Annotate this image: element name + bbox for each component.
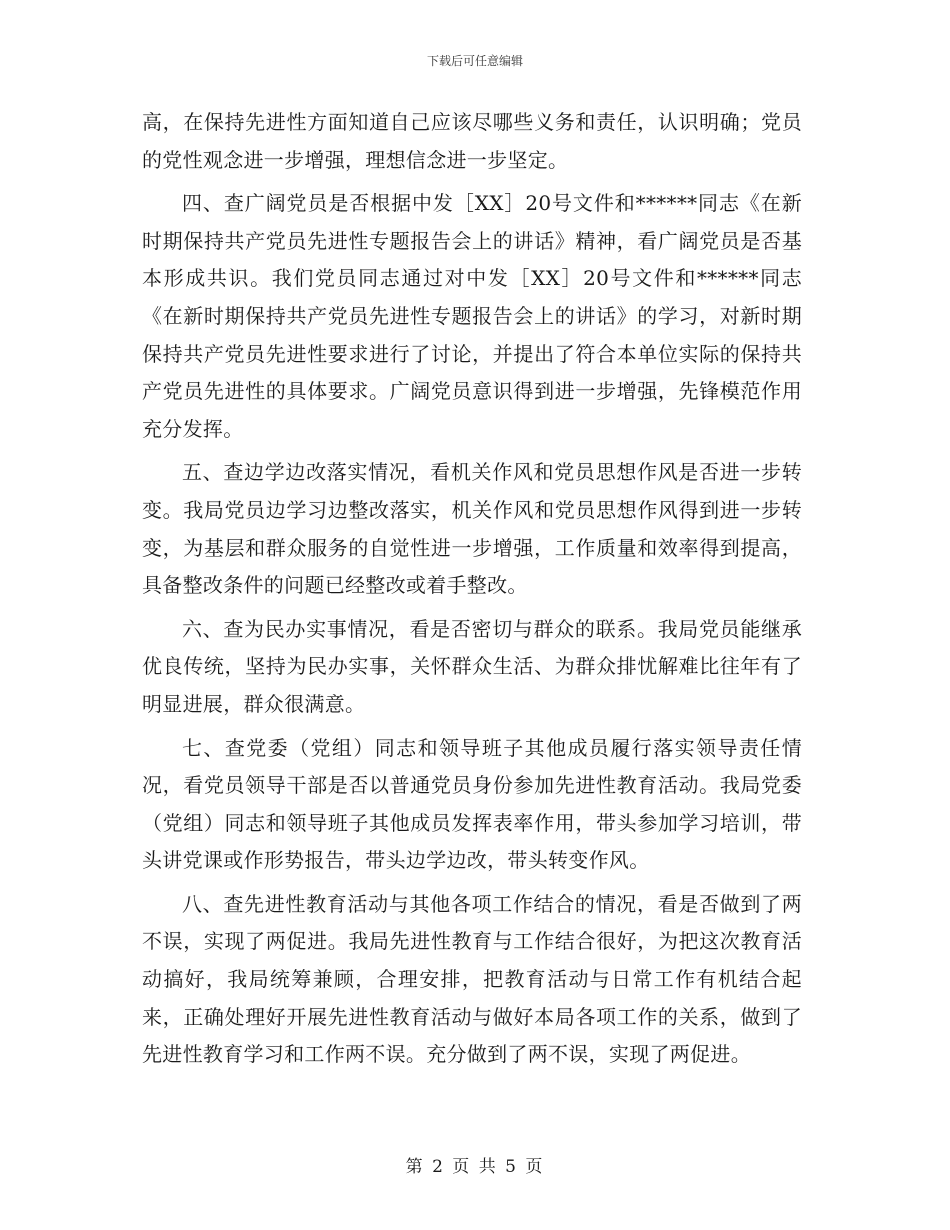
document-body — [142, 104, 802, 1074]
paragraph-item-5: 五、查边学边改落实情况，看机关作风和党员思想作风是否进一步转变。我局党员边学习边整改落实，机关作风和党员思想作风得到进一步转变，为基层和群众服务的自觉性进一步增强，工作质量和效率得到提高，具备整改条件的问题已经整改或着手整改。 — [142, 460, 802, 598]
paragraph-item-7: 七、查党委（党组）同志和领导班子其他成员履行落实领导责任情况，看党员领导干部是否以普通党员身份参加先进性教育活动。我局党委（党组）同志和领导班子其他成员发挥表率作用，带头参加学习培训，带头讲党课或作形势报告，带头边学边改，带头转变作风。 — [142, 735, 802, 873]
paragraph-continuation: 高，在保持先进性方面知道自己应该尽哪些义务和责任，认识明确；党员的党性观念进一步增强，理想信念进一步坚定。 — [142, 110, 802, 172]
page-number-footer: 第 2 页 共 5 页 — [405, 1157, 545, 1177]
paragraph-item-8: 八、查先进性教育活动与其他各项工作结合的情况，看是否做到了两不误，实现了两促进。我局先进性教育与工作结合很好，为把这次教育活动搞好，我局统筹兼顾，合理安排，把教育活动与日常工作有机结合起来，正确处理好开展先进性教育活动与做好本局各项工作的关系，做到了先进性教育学习和工作两不误。充分做到了两不误，实现了两促进。 — [142, 891, 802, 1067]
paragraph-item-6: 六、查为民办实事情况，看是否密切与群众的联系。我局党员能继承优良传统，坚持为民办实事，关怀群众生活、为群众排忧解难比往年有了明显进展，群众很满意。 — [142, 616, 802, 716]
paragraph-item-4: 四、查广阔党员是否根据中发［XX］20号文件和******同志《在新时期保持共产党员先进性专题报告会上的讲话》精神，看广阔党员是否基本形成共识。我们党员同志通过对中发［XX］20号文件和******同志《在新时期保持共产党员先进性专题报告会上的讲话》的学习，对新时期保持共产党员先进性要求进行了讨论，并提出了符合本单位实际的保持共产党员先进性的具体要求。广阔党员意识得到进一步增强，先锋模范作用充分发挥。 — [142, 191, 802, 441]
page-header: 下载后可任意编辑 — [426, 54, 523, 68]
